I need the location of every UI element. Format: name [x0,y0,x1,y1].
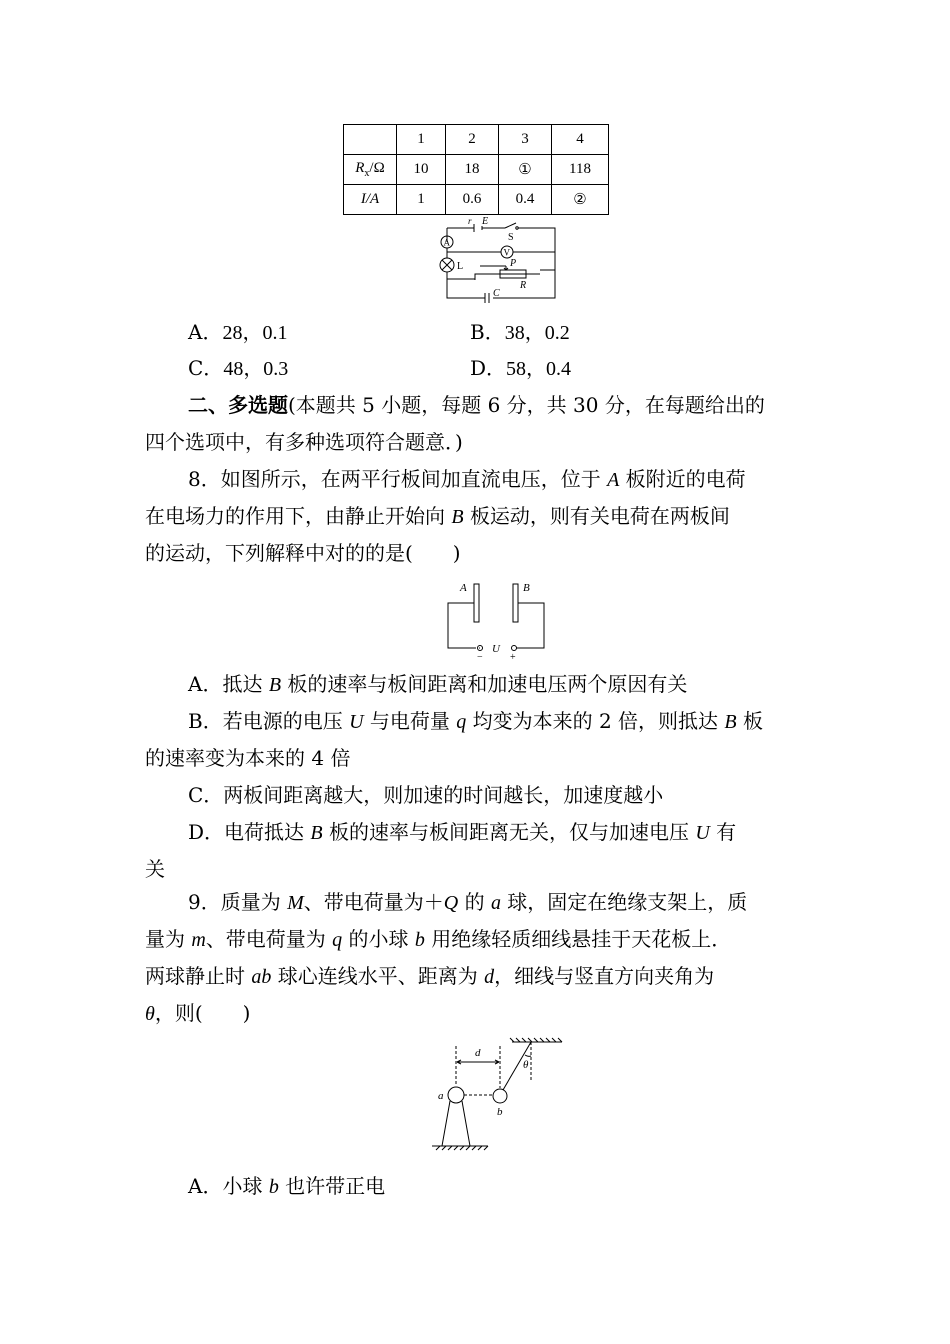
label-R: R [520,280,527,291]
label-b: b [497,1106,503,1118]
label-a: a [438,1090,444,1102]
label-S: S [508,232,514,243]
plate-b [513,584,518,622]
table-header-cell: 3 [499,125,552,155]
label-plus: + [510,652,516,663]
label-C: C [493,288,500,299]
label-d: d [475,1047,481,1059]
q8-option-d-cont: 关 [145,857,165,881]
q8-stem-line: 8．如图所示，在两平行板间加直流电压，位于 A 板附近的电荷 [188,467,746,491]
data-table [343,124,609,215]
table-row [344,155,609,185]
section-heading: 二、多选题(本题共 5 小题，每题 6 分，共 30 分，在每题给出的 [188,393,765,417]
q8-option-d: D．电荷抵达 B 板的速率与板间距离无关，仅与加速电压 U 有 [188,820,737,844]
ball-b [493,1089,507,1103]
table-cell: 0.6 [446,185,499,215]
ball-a [448,1087,464,1103]
section-description: 四个选项中，有多种选项符合题意．) [145,430,463,454]
label-E: E [482,216,489,227]
label-L: L [457,261,464,272]
label-theta: θ [523,1059,529,1071]
q9-stem-line: 量为 m、带电荷量为 q 的小球 b 用绝缘轻质细线悬挂于天花板上． [145,927,732,951]
label-P: P [510,258,517,269]
table-header-cell [344,125,397,155]
table-header-row [344,125,609,155]
label-minus: − [477,652,483,663]
label-B: B [523,582,530,594]
q8-option-b-cont: 的速率变为本来的 4 倍 [145,746,351,770]
label-V: V [503,247,510,258]
terminal-plus [512,646,517,651]
q8-stem-line: 在电场力的作用下，由静止开始向 B 板运动，则有关电荷在两板间 [145,504,730,528]
q7-option-c: C．48，0.3 [188,356,289,380]
q7-option-b: B．38，0.2 [470,320,570,344]
q9-option-a: A．小球 b 也许带正电 [188,1174,386,1198]
table-cell: ② [552,185,609,215]
q9-stem-line: 9．质量为 M、带电荷量为＋Q 的 a 球，固定在绝缘支架上，质 [188,890,748,914]
circuit-diagram [430,214,570,306]
label-U: U [492,643,500,655]
table-cell: 118 [552,155,609,185]
label-A: A [443,237,450,248]
stand [442,1101,470,1146]
q8-option-c: C．两板间距离越大，则加速的时间越长，加速度越小 [188,783,664,807]
table-cell: 10 [397,155,446,185]
q9-stem-line: 两球静止时 ab 球心连线水平、距离为 d，细线与竖直方向夹角为 [145,964,715,988]
table-cell: ① [499,155,552,185]
table-header-cell: 4 [552,125,609,155]
parallel-plates-diagram [440,578,560,663]
q8-option-b: B．若电源的电压 U 与电荷量 q 均变为本来的 2 倍，则抵达 B 板 [188,709,763,733]
table-cell: 0.4 [499,185,552,215]
q9-stem-line: θ，则( ) [145,1001,251,1025]
plate-a [474,584,479,622]
q7-option-a: A．28，0.1 [188,320,288,344]
q8-option-a: A．抵达 B 板的速率与板间距离和加速电压两个原因有关 [188,672,688,696]
table-row-label: I/A [344,185,397,215]
table-header-cell: 2 [446,125,499,155]
label-A: A [460,582,467,594]
table-row [344,185,609,215]
table-cell: 1 [397,185,446,215]
table-cell: 18 [446,155,499,185]
q8-stem-line: 的运动，下列解释中对的的是( ) [145,541,461,565]
charged-balls-diagram [430,1038,570,1162]
table-header-cell: 1 [397,125,446,155]
label-r: r [468,216,472,226]
table-row-label: $R_x/\Omega$ [344,155,397,185]
q7-option-d: D．58，0.4 [470,356,572,380]
